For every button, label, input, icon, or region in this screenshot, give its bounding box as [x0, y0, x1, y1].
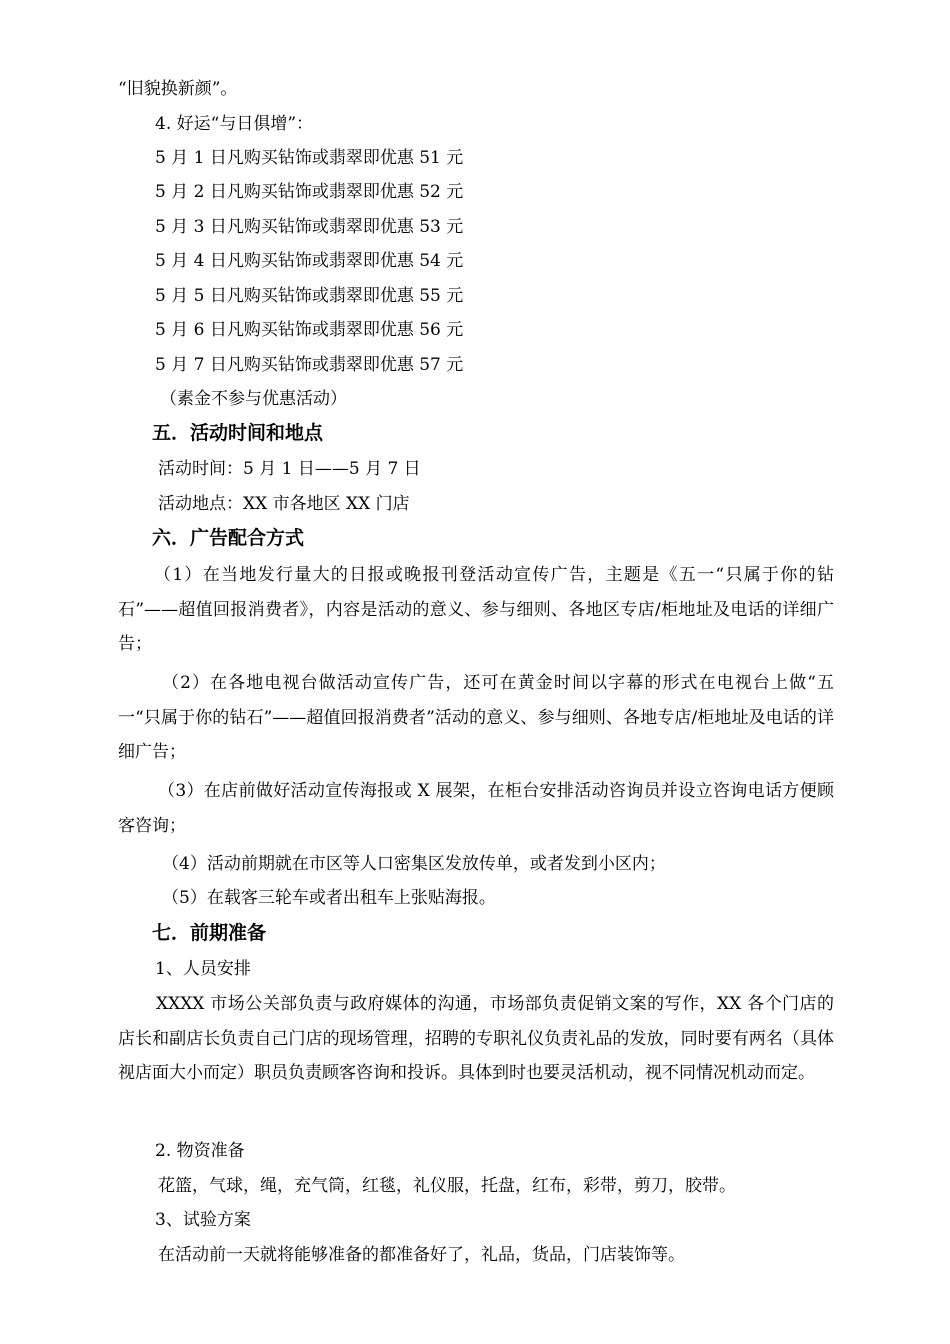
- activity-place: 活动地点：XX 市各地区 XX 门店: [158, 494, 410, 514]
- item4-line: 5 月 7 日凡购买钻饰或翡翠即优惠 57 元: [155, 355, 464, 375]
- activity-time: 活动时间：5 月 1 日——5 月 7 日: [158, 459, 421, 479]
- staffing-subheading: 1、人员安排: [155, 959, 251, 979]
- item4-line: 5 月 3 日凡购买钻饰或翡翠即优惠 53 元: [155, 217, 464, 237]
- intro-tail-text: “旧貌换新颜”。: [118, 79, 238, 99]
- ad-paragraph-1: （1）在当地发行量大的日报或晚报刊登活动宣传广告，主题是《五一“只属于你的钻石”——超值回报消费者》，内容是活动的意义、参与细则、各地区专店/柜地址及电话的详细广告；: [118, 565, 834, 654]
- ad-paragraph-5: （5）在载客三轮车或者出租车上张贴海报。: [162, 888, 496, 908]
- materials-subheading: 2. 物资准备: [155, 1141, 245, 1161]
- item4-title: 4. 好运“与日俱增”：: [155, 114, 314, 134]
- materials-list: 花篮，气球，绳，充气筒，红毯，礼仪服，托盘，红布，彩带，剪刀，胶带。: [158, 1176, 736, 1196]
- item4-line: 5 月 5 日凡购买钻饰或翡翠即优惠 55 元: [155, 286, 464, 306]
- item4-line: 5 月 4 日凡购买钻饰或翡翠即优惠 54 元: [155, 251, 464, 271]
- ad-paragraph-4: （4）活动前期就在市区等人口密集区发放传单，或者发到小区内；: [162, 854, 666, 874]
- trial-paragraph: 在活动前一天就将能够准备的都准备好了，礼品，货品，门店装饰等。: [158, 1245, 685, 1265]
- item4-note: （素金不参与优惠活动）: [160, 389, 347, 409]
- ad-paragraph-3: （3）在店前做好活动宣传海报或 X 展架，在柜台安排活动咨询员并设立咨询电话方便顾客咨询；: [118, 781, 834, 836]
- item4-line: 5 月 2 日凡购买钻饰或翡翠即优惠 52 元: [155, 182, 464, 202]
- staffing-paragraph: XXXX 市场公关部负责与政府媒体的沟通，市场部负责促销文案的写作，XX 各个门店的店长和副店长负责自己门店的现场管理，招聘的专职礼仪负责礼品的发放，同时要有两名（具体视店面大小而定）职员负责顾客咨询和投诉。具体到时也要灵活机动，视不同情况机动而定。: [118, 994, 834, 1083]
- section6-heading: 六．广告配合方式: [152, 527, 305, 549]
- ad-paragraph-2: （2）在各地电视台做活动宣传广告，还可在黄金时间以字幕的形式在电视台上做“五一“只属于你的钻石”——超值回报消费者”活动的意义、参与细则、各地专店/柜地址及电话的详细广告；: [118, 673, 834, 762]
- trial-subheading: 3、试验方案: [155, 1210, 251, 1230]
- section7-heading: 七．前期准备: [152, 922, 267, 944]
- item4-line: 5 月 6 日凡购买钻饰或翡翠即优惠 56 元: [155, 320, 464, 340]
- item4-line: 5 月 1 日凡购买钻饰或翡翠即优惠 51 元: [155, 148, 464, 168]
- section5-heading: 五．活动时间和地点: [152, 422, 324, 444]
